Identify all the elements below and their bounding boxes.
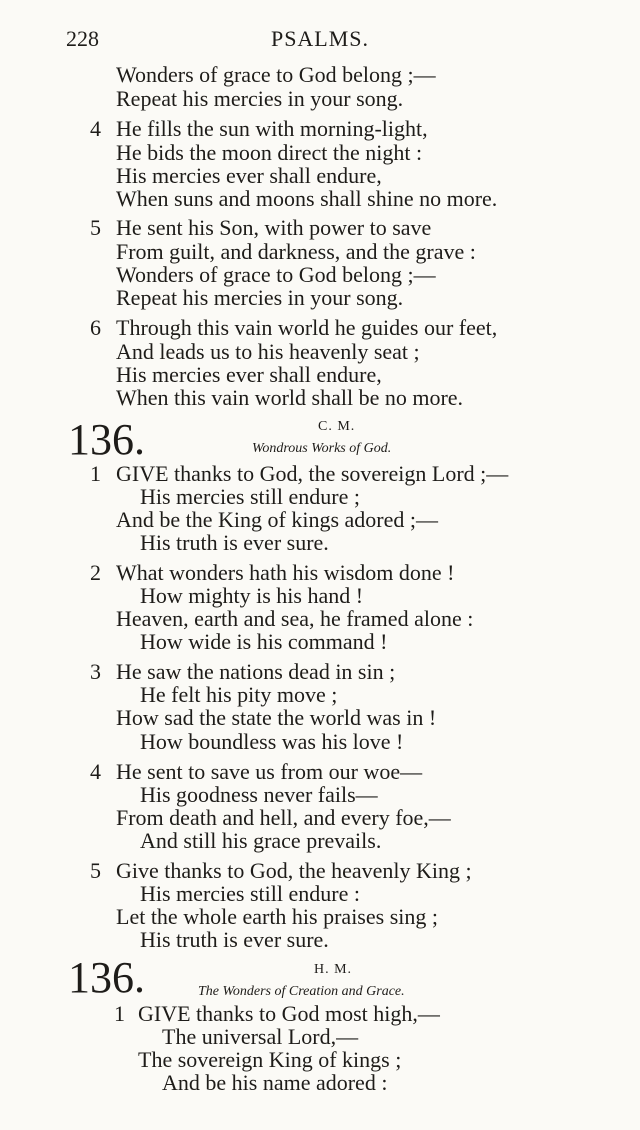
- verse-line: His mercies still endure :: [140, 881, 360, 906]
- stanza-number: 4: [90, 759, 101, 784]
- stanza-number: 1: [114, 1001, 125, 1026]
- verse-line: His mercies ever shall endure,: [116, 362, 382, 387]
- verse-line: From guilt, and darkness, and the grave :: [116, 239, 476, 264]
- verse-line: His goodness never fails—: [140, 782, 378, 807]
- verse-line: Through this vain world he guides our feet,: [116, 315, 498, 340]
- verse-line: He bids the moon direct the night :: [116, 140, 423, 165]
- verse-line: How mighty is his hand !: [140, 583, 364, 608]
- verse-line: He sent his Son, with power to save: [116, 215, 432, 240]
- verse-line: Repeat his mercies in your song.: [116, 285, 404, 310]
- verse-line: From death and hell, and every foe,—: [116, 805, 451, 830]
- hymn-title: Wondrous Works of God.: [252, 441, 392, 456]
- page-number: 228: [66, 26, 99, 51]
- verse-line: He saw the nations dead in sin ;: [116, 659, 396, 684]
- stanza-number: 5: [90, 858, 101, 883]
- hymn-title: The Wonders of Creation and Grace.: [198, 984, 405, 999]
- verse-line: Heaven, earth and sea, he framed alone :: [116, 606, 474, 631]
- verse-line: When suns and moons shall shine no more.: [116, 186, 498, 211]
- verse-line: And be his name adored :: [162, 1070, 388, 1095]
- stanza-number: 5: [90, 215, 101, 240]
- verse-line: He fills the sun with morning-light,: [116, 116, 428, 141]
- verse-line: And be the King of kings adored ;—: [116, 507, 438, 532]
- verse-line: GIVE thanks to God most high,—: [138, 1001, 440, 1026]
- verse-line: How wide is his command !: [140, 629, 388, 654]
- verse-line: His truth is ever sure.: [140, 927, 329, 952]
- verse-line: Let the whole earth his praises sing ;: [116, 904, 438, 929]
- verse-line: When this vain world shall be no more.: [116, 385, 464, 410]
- verse-line: His mercies still endure ;: [140, 484, 360, 509]
- verse-line: His truth is ever sure.: [140, 530, 329, 555]
- verse-line: The sovereign King of kings ;: [138, 1047, 402, 1072]
- running-head: PSALMS.: [270, 26, 370, 51]
- stanza-number: 6: [90, 315, 101, 340]
- stanza-number: 3: [90, 659, 101, 684]
- verse-line: And still his grace prevails.: [140, 828, 382, 853]
- verse-line: GIVE thanks to God, the sovereign Lord ;—: [116, 461, 509, 486]
- verse-line: How sad the state the world was in !: [116, 705, 437, 730]
- verse-line: Wonders of grace to God belong ;—: [116, 62, 436, 87]
- stanza-number: 2: [90, 560, 101, 585]
- hymn-number: 136.: [68, 415, 145, 464]
- verse-line: Repeat his mercies in your song.: [116, 86, 404, 111]
- verse-line: He sent to save us from our woe—: [116, 759, 423, 784]
- stanza-number: 4: [90, 116, 101, 141]
- stanza-number: 1: [90, 461, 101, 486]
- verse-line: And leads us to his heavenly seat ;: [116, 339, 420, 364]
- verse-line: What wonders hath his wisdom done !: [116, 560, 455, 585]
- hymn-meter: C. M.: [318, 419, 356, 434]
- verse-line: The universal Lord,—: [162, 1024, 359, 1049]
- hymn-meter: H. M.: [314, 962, 353, 977]
- verse-line: How boundless was his love !: [140, 729, 404, 754]
- verse-line: His mercies ever shall endure,: [116, 163, 382, 188]
- verse-line: Give thanks to God, the heavenly King ;: [116, 858, 472, 883]
- hymn-number: 136.: [68, 953, 145, 1002]
- verse-line: Wonders of grace to God belong ;—: [116, 262, 436, 287]
- verse-line: He felt his pity move ;: [140, 682, 338, 707]
